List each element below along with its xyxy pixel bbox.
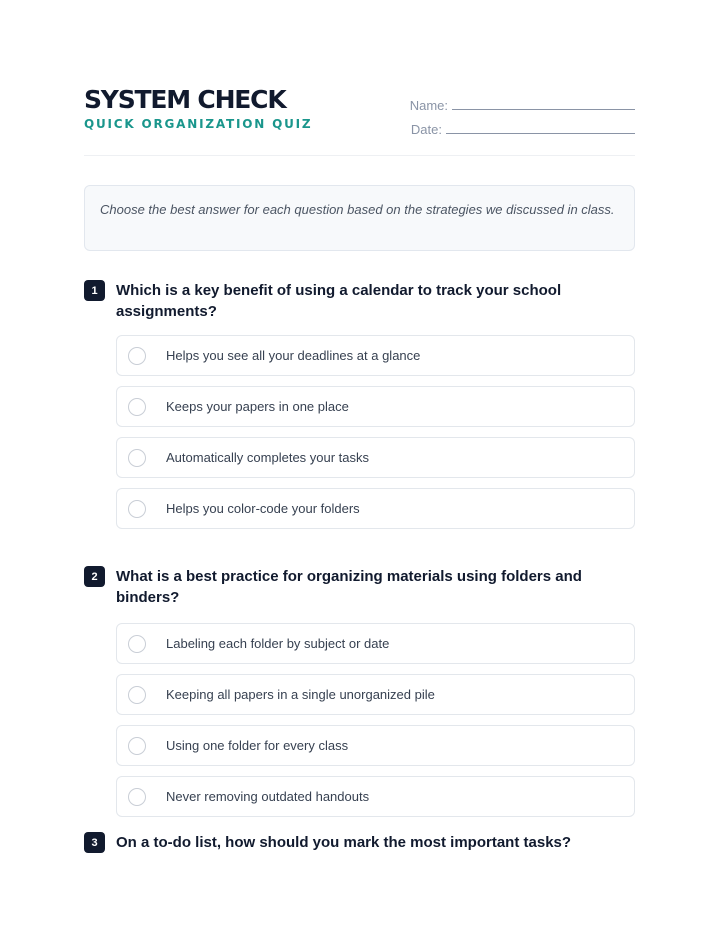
page-title: SYSTEM CHECK <box>84 85 286 114</box>
question-number-badge: 3 <box>84 832 105 853</box>
question-header <box>84 280 635 322</box>
name-blank-line[interactable] <box>452 109 635 110</box>
option-label: Keeps your papers in one place <box>166 399 349 414</box>
option-label: Helps you see all your deadlines at a glance <box>166 348 421 363</box>
answer-option[interactable] <box>116 776 635 817</box>
question-2 <box>84 566 635 827</box>
answer-options <box>116 623 635 817</box>
date-field[interactable] <box>395 113 635 137</box>
answer-option[interactable] <box>116 674 635 715</box>
name-label: Name: <box>409 98 448 113</box>
radio-button[interactable] <box>128 635 146 653</box>
question-number-badge: 1 <box>84 280 105 301</box>
radio-button[interactable] <box>128 686 146 704</box>
answer-option[interactable] <box>116 437 635 478</box>
question-text: Which is a key benefit of using a calendar to track your school assignments? <box>116 282 562 320</box>
option-label: Keeping all papers in a single unorganized pile <box>166 687 435 702</box>
radio-button[interactable] <box>128 347 146 365</box>
date-blank-line[interactable] <box>446 133 635 134</box>
answer-option[interactable] <box>116 623 635 664</box>
option-label: Never removing outdated handouts <box>166 789 370 804</box>
name-field[interactable] <box>395 89 635 113</box>
option-label: Automatically completes your tasks <box>166 450 370 465</box>
answer-option[interactable] <box>116 335 635 376</box>
answer-options <box>116 335 635 529</box>
answer-option[interactable] <box>116 386 635 427</box>
radio-button[interactable] <box>128 449 146 467</box>
question-text: On a to-do list, how should you mark the most important tasks? <box>116 834 572 851</box>
question-3 <box>84 832 635 853</box>
student-fields <box>395 89 635 137</box>
answer-option[interactable] <box>116 488 635 529</box>
date-label: Date: <box>410 122 442 137</box>
instructions-box <box>84 185 635 251</box>
radio-button[interactable] <box>128 788 146 806</box>
question-header <box>84 566 635 608</box>
question-1 <box>84 280 635 539</box>
question-text: What is a best practice for organizing materials using folders and binders? <box>116 568 582 606</box>
instructions-text: Choose the best answer for each question based on the strategies we discussed in class. <box>100 202 615 217</box>
quiz-header <box>84 86 635 156</box>
option-label: Using one folder for every class <box>166 738 349 753</box>
answer-option[interactable] <box>116 725 635 766</box>
option-label: Labeling each folder by subject or date <box>166 636 390 651</box>
question-header <box>84 832 635 853</box>
option-label: Helps you color-code your folders <box>166 501 360 516</box>
radio-button[interactable] <box>128 737 146 755</box>
question-number-badge: 2 <box>84 566 105 587</box>
radio-button[interactable] <box>128 500 146 518</box>
radio-button[interactable] <box>128 398 146 416</box>
page-subtitle: QUICK ORGANIZATION QUIZ <box>84 117 313 131</box>
